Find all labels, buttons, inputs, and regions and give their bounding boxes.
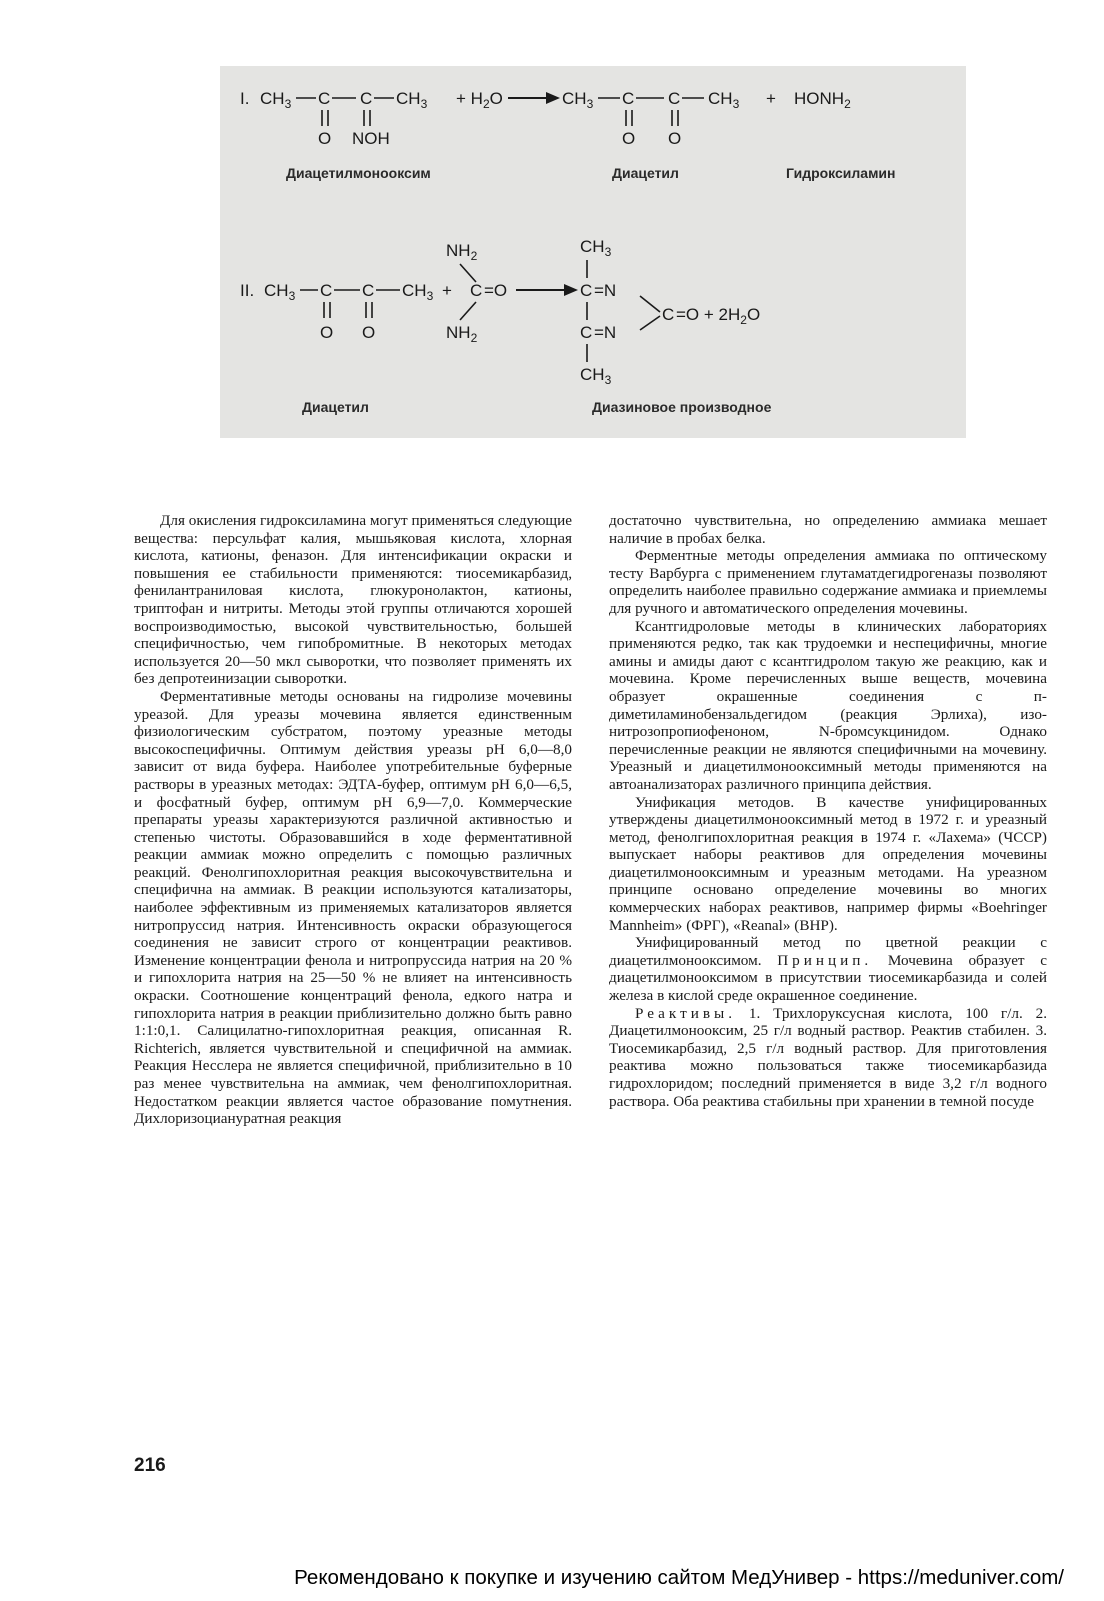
carbon-atom: C [668, 89, 681, 108]
oxygen-atom: O [668, 129, 682, 148]
ch3-group: $CH_3$ [562, 89, 594, 111]
paragraph: Для окисления гидроксиламина могут применяться следующие вещества: персульфат калия, мышьяковая кислота, хлорная кислота, катионы, феназон. Для интенсификации окраски и повышения ее стабильности применяются: тиосемикарбазид, фенилантраниловая кислота, глюкуронолактон, катионы, триптофан и нитриты. Методы этой группы отличаются хорошей воспроизводимостью, высокой чувствительностью, большей специфичностью, чем гипобромитные. В некоторых методах используется 20—50 мкл сыворотки, что позволяет применять их без депротеинизации сыворотки. [134, 512, 572, 688]
ch3-group: $CH_3$ [396, 89, 428, 111]
principle-heading: Принцип. [777, 951, 873, 969]
text-column-right [609, 512, 1047, 1110]
water-term: + $H_2O$ [456, 89, 503, 111]
urea-carbon: C [470, 281, 483, 300]
paragraph: Ферментативные методы основаны на гидролизе мочевины уреазой. Для уреазы мочевина является единственным физиологическим субстратом, поэтому уреазные методы высокоспецифичны. Оптимум действия уреазы pH 6,0—8,0 зависит от вида буфера. Наиболее употребительные буферные растворы в уреазных методах: ЭДТА-буфер, оптимум pH 6,0—6,5, и фосфатный буфер, оптимум pH 6,9—7,0. Коммерческие препараты уреазы характеризуются различной активностью и степенью чистоты. Образовавшийся в ходе ферментативной реакции аммиак можно определить с помощью различных реакций. Фенолгипохлоритная реакция высокочувствительна и специфична на аммиак. В реакции используются катализаторы, наиболее эффективным из применяемых катализаторов является нитропруссид натрия. Интенсивность окраски образующегося соединения не зависит строго от концентрации реактивов. Изменение концентрации фенола и нитропруссида натрия на 20 % и гипохлорита натрия на 25—50 % не влияет на интенсивность окраски. Соотношение концентраций фенола, едкого натра и гипохлорита натрия в реакции приблизительно должно быть равно 1:1:0,1. Салицилатно-гипохлоритная реакция, описанная R. Richterich, является чувствительной и специфичной на аммиак. Реакция Несслера не является специфичной, приблизительно в 10 раз менее чувствительна на аммиак, чем фенолгипохлоритная. Недостатком реакции является частое образование помутнения. Дихлоризоциануратная реакция [134, 687, 572, 1128]
carbon-atom: C [318, 89, 331, 108]
reaction-scheme-figure [220, 66, 966, 438]
ring-double-bond-n: =N [594, 281, 617, 300]
hydroxylamine-formula: $HONH_2$ [794, 89, 851, 111]
footer-banner [0, 1566, 1104, 1590]
ch3-group: $CH_3$ [260, 89, 292, 111]
ring-double-bond-n: =N [594, 323, 617, 342]
page-number: 216 [134, 1455, 166, 1476]
caption-hydroxylamine: Гидроксиламин [786, 165, 896, 181]
carbonyl-bond: =O [484, 281, 508, 300]
reaction-one-numeral: I. [240, 89, 250, 108]
ring-carbon: C [580, 323, 593, 342]
reaction-two [240, 237, 772, 415]
paragraph [609, 934, 1047, 1004]
paragraph-text: Мочевина образует с диацетилмонооксимом в присутствии тиосемикарбазида и солей железа в кислой среде окрашенное соединение. [609, 951, 1047, 1005]
plus-sign: + [766, 89, 776, 108]
caption-diacetyl: Диацетил [612, 165, 679, 181]
carbon-atom: C [362, 281, 375, 300]
ch3-group: $CH_3$ [264, 281, 296, 303]
paragraph-text: Унифицированный метод по цветной реакции с диацетилмонооксимом. [609, 934, 1047, 969]
reaction-scheme-diagram [220, 66, 966, 438]
footer-text: Рекомендовано к покупке и изучению сайтом МедУнивер - https://meduniver.com/ [294, 1566, 1064, 1589]
paragraph: достаточно чувствительна, но определению аммиака мешает наличие в пробах белка. [609, 512, 1047, 547]
paragraph [609, 1005, 1047, 1111]
ring-carbon: C [580, 281, 593, 300]
products-term: $=O + 2H_2O$ [676, 305, 761, 327]
ch3-group: $CH_3$ [708, 89, 740, 111]
ch3-group: $CH_3$ [580, 365, 612, 387]
amino-group: $NH_2$ [446, 323, 478, 345]
ring-carbonyl-carbon: C [662, 305, 675, 324]
paragraph: Ферментные методы определения аммиака по оптическому тесту Варбурга с применением глутаматдегидрогеназы позволяют определить наиболее правильно содержание аммиака и приемлемы для ручного и автоматического определения мочевины. [609, 547, 1047, 617]
caption-diacetyl-monoxime: Диацетилмонооксим [286, 165, 431, 181]
reaction-one [240, 89, 896, 181]
ch3-group: $CH_3$ [402, 281, 434, 303]
oxygen-atom: O [622, 129, 636, 148]
plus-sign: + [442, 281, 452, 300]
reaction-two-numeral: II. [240, 281, 255, 300]
carbon-atom: C [320, 281, 333, 300]
oxygen-atom: O [318, 129, 332, 148]
caption-diacetyl: Диацетил [302, 399, 369, 415]
caption-diazine-derivative: Диазиновое производное [592, 399, 772, 415]
text-column-left [134, 512, 572, 1128]
paragraph: Ксантгидроловые методы в клинических лабораториях применяются редко, так как трудоемки и неспецифичны, многие амины и амиды дают с ксантгидролом такую же реакцию, как и мочевина. Кроме перечисленных выше веществ, мочевина образует окрашенные соединения с п-диметиламинобензальдегидом (реакция Эрлиха), изо-нитрозопропиофеноном, N-бромсукцинидом. Однако перечисленные реакции не являются специфичными на мочевину. Уреазный и диацетилмонооксимный методы применяются на автоанализаторах различного принципа действия. [609, 617, 1047, 793]
carbon-atom: C [622, 89, 635, 108]
oxygen-atom: O [320, 323, 334, 342]
carbon-atom: C [360, 89, 373, 108]
noh-group: NOH [352, 129, 390, 148]
paragraph-text: 1. Трихлоруксусная кислота, 100 г/л. 2. Диацетилмонооксим, 25 г/л водный раствор. Реактив стабилен. 3. Тиосемикарбазид, 2,5 г/л водный раствор. Для приготовления реактива можно пользоваться также тиосемикарбазида гидрохлоридом; последний применяется в виде 3,2 г/л водного раствора. Оба реактива стабильны при хранении в темной посуде [609, 1004, 1047, 1110]
ch3-group: $CH_3$ [580, 237, 612, 259]
amino-group: $NH_2$ [446, 241, 478, 263]
oxygen-atom: O [362, 323, 376, 342]
paragraph: Унификация методов. В качестве унифицированных утверждены диацетилмонооксимный метод в 1972 г. и уреазный метод, фенолгипохлоритная реакция в 1974 г. «Лахема» (ЧССР) выпускает наборы реактивов для определения мочевины диацетилмонооксимным и уреазным методами. На уреазном принципе основано определение мочевины во многих коммерческих наборах реактивов, например фирмы «Boehringer Mannheim» (ФРГ), «Reanal» (ВНР). [609, 793, 1047, 934]
reagents-heading: Реактивы. [635, 1004, 737, 1022]
